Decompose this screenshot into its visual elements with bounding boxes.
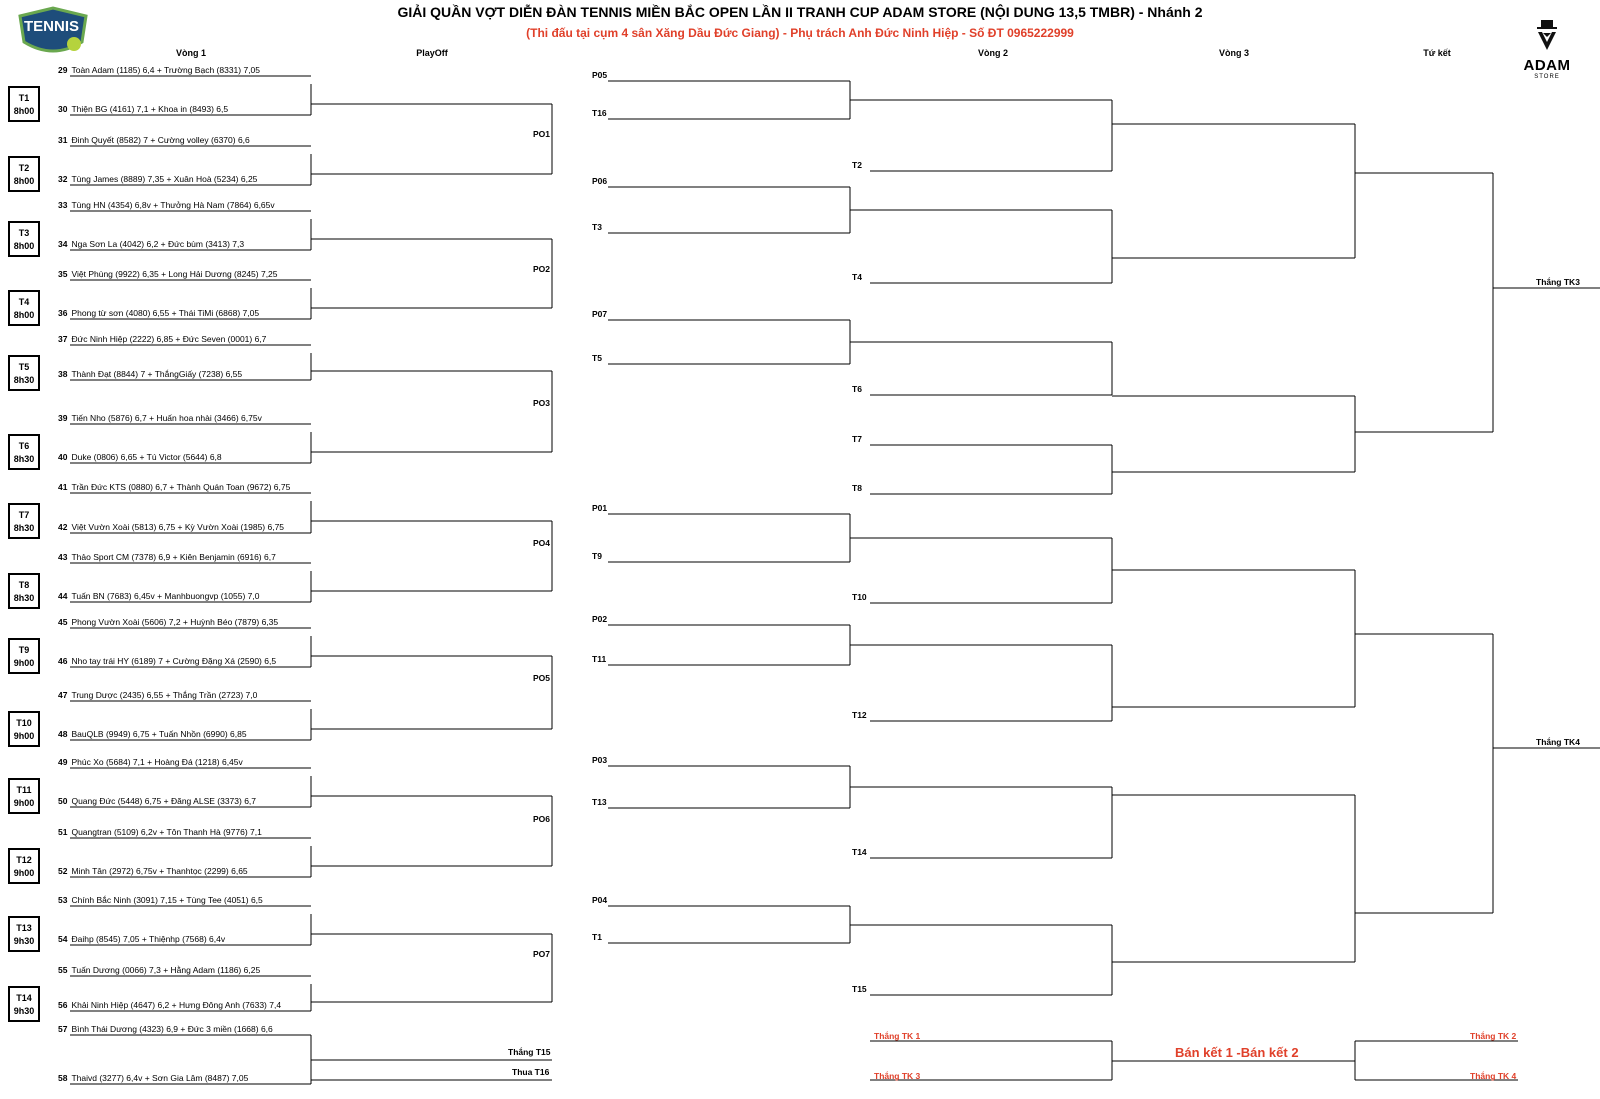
match-box-t10: [8, 711, 40, 747]
match-time: 8h00: [13, 176, 35, 186]
team-name: Đinh Quyết (8582) 7 + Cường volley (6370) 6,6: [71, 135, 250, 145]
team-number: 50: [58, 796, 68, 806]
round-header-vong1: Vòng 1: [175, 48, 207, 58]
team-name: Phúc Xo (5684) 7,1 + Hoàng Đá (1218) 6,45v: [71, 757, 243, 767]
team-name: Tiến Nho (5876) 6,7 + Huấn hoa nhài (3466) 6,75v: [71, 413, 262, 423]
vong3-label: T12: [852, 710, 867, 720]
vong2-label: P02: [592, 614, 608, 624]
team-number: 32: [58, 174, 68, 184]
team-name: Quangtran (5109) 6,2v + Tôn Thanh Hà (9776) 7,1: [71, 827, 262, 837]
match-box-t2: [8, 156, 40, 192]
team-number: 54: [58, 934, 68, 944]
match-time: 9h30: [13, 1006, 35, 1016]
team-number: 38: [58, 369, 68, 379]
team-number: 31: [58, 135, 68, 145]
match-time: 8h30: [13, 454, 35, 464]
team-name: Thảo Sport CM (7378) 6,9 + Kiên Benjamin (6916) 6,7: [71, 552, 276, 562]
team-name: Việt Phùng (9922) 6,35 + Long Hải Dương (8245) 7,25: [71, 269, 278, 279]
team-entry: [58, 965, 260, 975]
semifinal-top-left: Thắng TK 1: [874, 1031, 921, 1041]
match-time: 9h00: [13, 798, 35, 808]
team-name: Toàn Adam (1185) 6,4 + Trường Bạch (8331) 7,05: [71, 65, 261, 75]
team-entry: [58, 65, 260, 75]
team-entry: [58, 308, 259, 318]
match-box-t8: [8, 573, 40, 609]
match-box-t12: [8, 848, 40, 884]
vong2-label: T9: [592, 551, 602, 561]
match-code: T2: [18, 163, 30, 173]
team-number: 58: [58, 1073, 68, 1083]
team-entry: [58, 522, 284, 532]
team-number: 33: [58, 200, 68, 210]
team-entry: [58, 1024, 273, 1034]
team-entry: [58, 413, 262, 423]
team-entry: [58, 656, 276, 666]
team-number: 39: [58, 413, 68, 423]
match-code: T11: [16, 785, 32, 795]
team-entry: [58, 369, 242, 379]
team-entry: [58, 729, 247, 739]
team-number: 44: [58, 591, 68, 601]
vong3-label: T7: [852, 434, 862, 444]
team-number: 46: [58, 656, 68, 666]
match-box-t1: [8, 86, 40, 122]
team-number: 45: [58, 617, 68, 627]
team-entry: [58, 866, 248, 876]
team-entry: [58, 269, 278, 279]
team-name: Quang Đức (5448) 6,75 + Đăng ALSE (3373) 6,7: [71, 796, 257, 806]
team-name: Việt Vườn Xoài (5813) 6,75 + Kỳ Vườn Xoài (1985) 6,75: [71, 522, 285, 532]
team-number: 57: [58, 1024, 68, 1034]
team-number: 49: [58, 757, 68, 767]
team-number: 41: [58, 482, 68, 492]
playoff-label-4: PO4: [533, 538, 551, 548]
team-name: Đaihp (8545) 7,05 + Thiệnhp (7568) 6,4v: [71, 934, 226, 944]
team-number: 37: [58, 334, 68, 344]
team-number: 42: [58, 522, 68, 532]
round-header-tuket: Tứ kết: [1423, 48, 1451, 58]
match-code: T8: [18, 580, 30, 590]
team-entry: [58, 934, 225, 944]
playoff-label-2: PO2: [533, 264, 551, 274]
match-time: 8h30: [13, 593, 35, 603]
team-entry: [58, 552, 276, 562]
team-name: Đức Ninh Hiệp (2222) 6,85 + Đức Seven (0001) 6,7: [71, 334, 267, 344]
team-number: 29: [58, 65, 68, 75]
match-code: T6: [18, 441, 30, 451]
team-entry: [58, 334, 266, 344]
semifinal-top-right: Thắng TK 2: [1470, 1031, 1517, 1041]
vong3-label: T2: [852, 160, 862, 170]
match-time: 9h00: [13, 731, 35, 741]
team-entry: [58, 796, 256, 806]
team-name: Thành Đạt (8844) 7 + ThắngGiấy (7238) 6,55: [71, 369, 243, 379]
team-name: Trần Đức KTS (0880) 6,7 + Thành Quán Toan (9672) 6,75: [71, 482, 291, 492]
team-number: 36: [58, 308, 68, 318]
team-name: Trung Dược (2435) 6,55 + Thắng Trần (2723) 7,0: [71, 690, 258, 700]
team-number: 53: [58, 895, 68, 905]
team-name: Nho tay trái HY (6189) 7 + Cường Đặng Xá (2590) 6,5: [71, 656, 277, 666]
tuket-winner-label-2: Thắng TK4: [1536, 737, 1580, 747]
match-box-t6: [8, 434, 40, 470]
vong2-label: P06: [592, 176, 608, 186]
vong2-label: P01: [592, 503, 608, 513]
playoff-label-6: PO6: [533, 814, 551, 824]
team-entry: [58, 895, 263, 905]
team-entry: [58, 482, 290, 492]
match-box-t11: [8, 778, 40, 814]
team-number: 47: [58, 690, 68, 700]
team-name: Tùng James (8889) 7,35 + Xuân Hoà (5234) 6,25: [71, 174, 258, 184]
vong3-label: T15: [852, 984, 867, 994]
playoff-label-3: PO3: [533, 398, 551, 408]
match-time: 8h00: [13, 310, 35, 320]
team-entry: [58, 200, 275, 210]
match-time: 8h00: [13, 106, 35, 116]
vong3-label: T10: [852, 592, 867, 602]
semifinal-bottom-right: Thắng TK 4: [1470, 1071, 1517, 1081]
team-name: Thaivd (3277) 6,4v + Sơn Gia Lâm (8487) 7,05: [71, 1073, 249, 1083]
team-entry: [58, 239, 244, 249]
vong2-label: T3: [592, 222, 602, 232]
vong3-label: T14: [852, 847, 867, 857]
match-time: 8h00: [13, 241, 35, 251]
vong2-label: P04: [592, 895, 608, 905]
round-header-vong3: Vòng 3: [1218, 48, 1250, 58]
team-name: Duke (0806) 6,65 + Tú Victor (5644) 6,8: [71, 452, 222, 462]
team-number: 30: [58, 104, 68, 114]
match-box-t3: [8, 221, 40, 257]
match-code: T7: [18, 510, 30, 520]
match-time: 8h30: [13, 523, 35, 533]
match-code: T1: [18, 93, 30, 103]
vong2-label: T1: [592, 932, 602, 942]
match-code: T3: [18, 228, 30, 238]
vong3-label: T8: [852, 483, 862, 493]
team-name: Thiện BG (4161) 7,1 + Khoa in (8493) 6,5: [71, 104, 229, 114]
vong2-label: T5: [592, 353, 602, 363]
adam-logo-sub: STORE: [1534, 74, 1560, 80]
playoff-label-7: PO7: [533, 949, 551, 959]
match-time: 9h00: [13, 658, 35, 668]
tuket-winner-label-1: Thắng TK3: [1536, 277, 1580, 287]
vong2-label: T13: [592, 797, 607, 807]
vong2-label: P07: [592, 309, 608, 319]
match-code: T14: [16, 993, 32, 1003]
match-box-t5: [8, 355, 40, 391]
team-name: BauQLB (9949) 6,75 + Tuấn Nhồn (6990) 6,85: [71, 729, 247, 739]
team-name: Phong từ sơn (4080) 6,55 + Thái TiMi (6868) 7,05: [71, 308, 260, 318]
vong3-label: T4: [852, 272, 862, 282]
team-number: 56: [58, 1000, 68, 1010]
match-time: 9h30: [13, 936, 35, 946]
match-box-t13: [8, 916, 40, 952]
team-number: 48: [58, 729, 68, 739]
team-entry: [58, 757, 243, 767]
team-number: 40: [58, 452, 68, 462]
semifinal-title: Bán kết 1 -Bán kết 2: [1175, 1045, 1299, 1060]
team-name: Tuấn Dương (0066) 7,3 + Hằng Adam (1186) 6,25: [71, 965, 261, 975]
team-entry: [58, 827, 262, 837]
team-number: 55: [58, 965, 68, 975]
match-code: T12: [16, 855, 32, 865]
team-number: 35: [58, 269, 68, 279]
vong2-label: P03: [592, 755, 608, 765]
match-code: T10: [16, 718, 32, 728]
vong2-label: T11: [592, 654, 607, 664]
playoff-label-5: PO5: [533, 673, 551, 683]
team-entry: [58, 1000, 281, 1010]
team-number: 51: [58, 827, 68, 837]
team-name: Minh Tân (2972) 6,75v + Thanhtọc (2299) 6,65: [71, 866, 248, 876]
semifinal-bottom-left: Thắng TK 3: [874, 1071, 921, 1081]
vong2-label: P05: [592, 70, 608, 80]
team-entry: [58, 135, 250, 145]
match-box-t4: [8, 290, 40, 326]
page-subtitle: (Thi đấu tại cụm 4 sân Xăng Dầu Đức Giang) - Phụ trách Anh Đức Ninh Hiệp - Số ĐT 0965222999: [526, 26, 1074, 40]
team-entry: [58, 591, 259, 601]
round-header-playoff: PlayOff: [416, 48, 448, 58]
team-entry: [58, 690, 257, 700]
match-time: 8h30: [13, 375, 35, 385]
match-code: T9: [18, 645, 30, 655]
team-name: Bình Thái Dương (4323) 6,9 + Đức 3 miền (1668) 6,6: [71, 1024, 273, 1034]
vong3-label: T6: [852, 384, 862, 394]
match-time: 9h00: [13, 868, 35, 878]
team-name: Tùng HN (4354) 6,8v + Thưởng Hà Nam (7864) 6,65v: [71, 200, 275, 210]
team-number: 34: [58, 239, 68, 249]
match-box-t9: [8, 638, 40, 674]
playoff-label-1: PO1: [533, 129, 551, 139]
vong2-label: T16: [592, 108, 607, 118]
team-name: Nga Sơn La (4042) 6,2 + Đức bùm (3413) 7,3: [71, 239, 245, 249]
team-name: Khải Ninh Hiệp (4647) 6,2 + Hưng Đông Anh (7633) 7,4: [71, 1000, 282, 1010]
team-name: Tuấn BN (7683) 6,45v + Manhbuongvp (1055) 7,0: [71, 591, 260, 601]
lose-t16-label: Thua T16: [512, 1067, 550, 1077]
team-name: Chính Bắc Ninh (3091) 7,15 + Tùng Tee (4051) 6,5: [71, 895, 263, 905]
team-entry: [58, 1073, 248, 1083]
team-entry: [58, 452, 222, 462]
adam-logo-word: ADAM: [1523, 57, 1571, 74]
team-name: Phong Vườn Xoài (5606) 7,2 + Huỳnh Béo (7879) 6,35: [71, 617, 279, 627]
team-number: 52: [58, 866, 68, 876]
tennis-logo-text: TENNIS: [24, 18, 80, 35]
match-box-t14: [8, 986, 40, 1022]
match-code: T13: [16, 923, 32, 933]
win-t15-label: Thắng T15: [508, 1047, 551, 1057]
team-entry: [58, 104, 228, 114]
round-header-vong2: Vòng 2: [977, 48, 1009, 58]
team-number: 43: [58, 552, 68, 562]
team-entry: [58, 174, 257, 184]
match-box-t7: [8, 503, 40, 539]
page-title: GIẢI QUẦN VỢT DIỄN ĐÀN TENNIS MIỀN BẮC OPEN LẦN II TRANH CUP ADAM STORE (NỘI DUNG 13,5 TMBR) - Nhánh 2: [397, 4, 1203, 20]
team-entry: [58, 617, 278, 627]
match-code: T4: [18, 297, 30, 307]
match-code: T5: [18, 362, 30, 372]
